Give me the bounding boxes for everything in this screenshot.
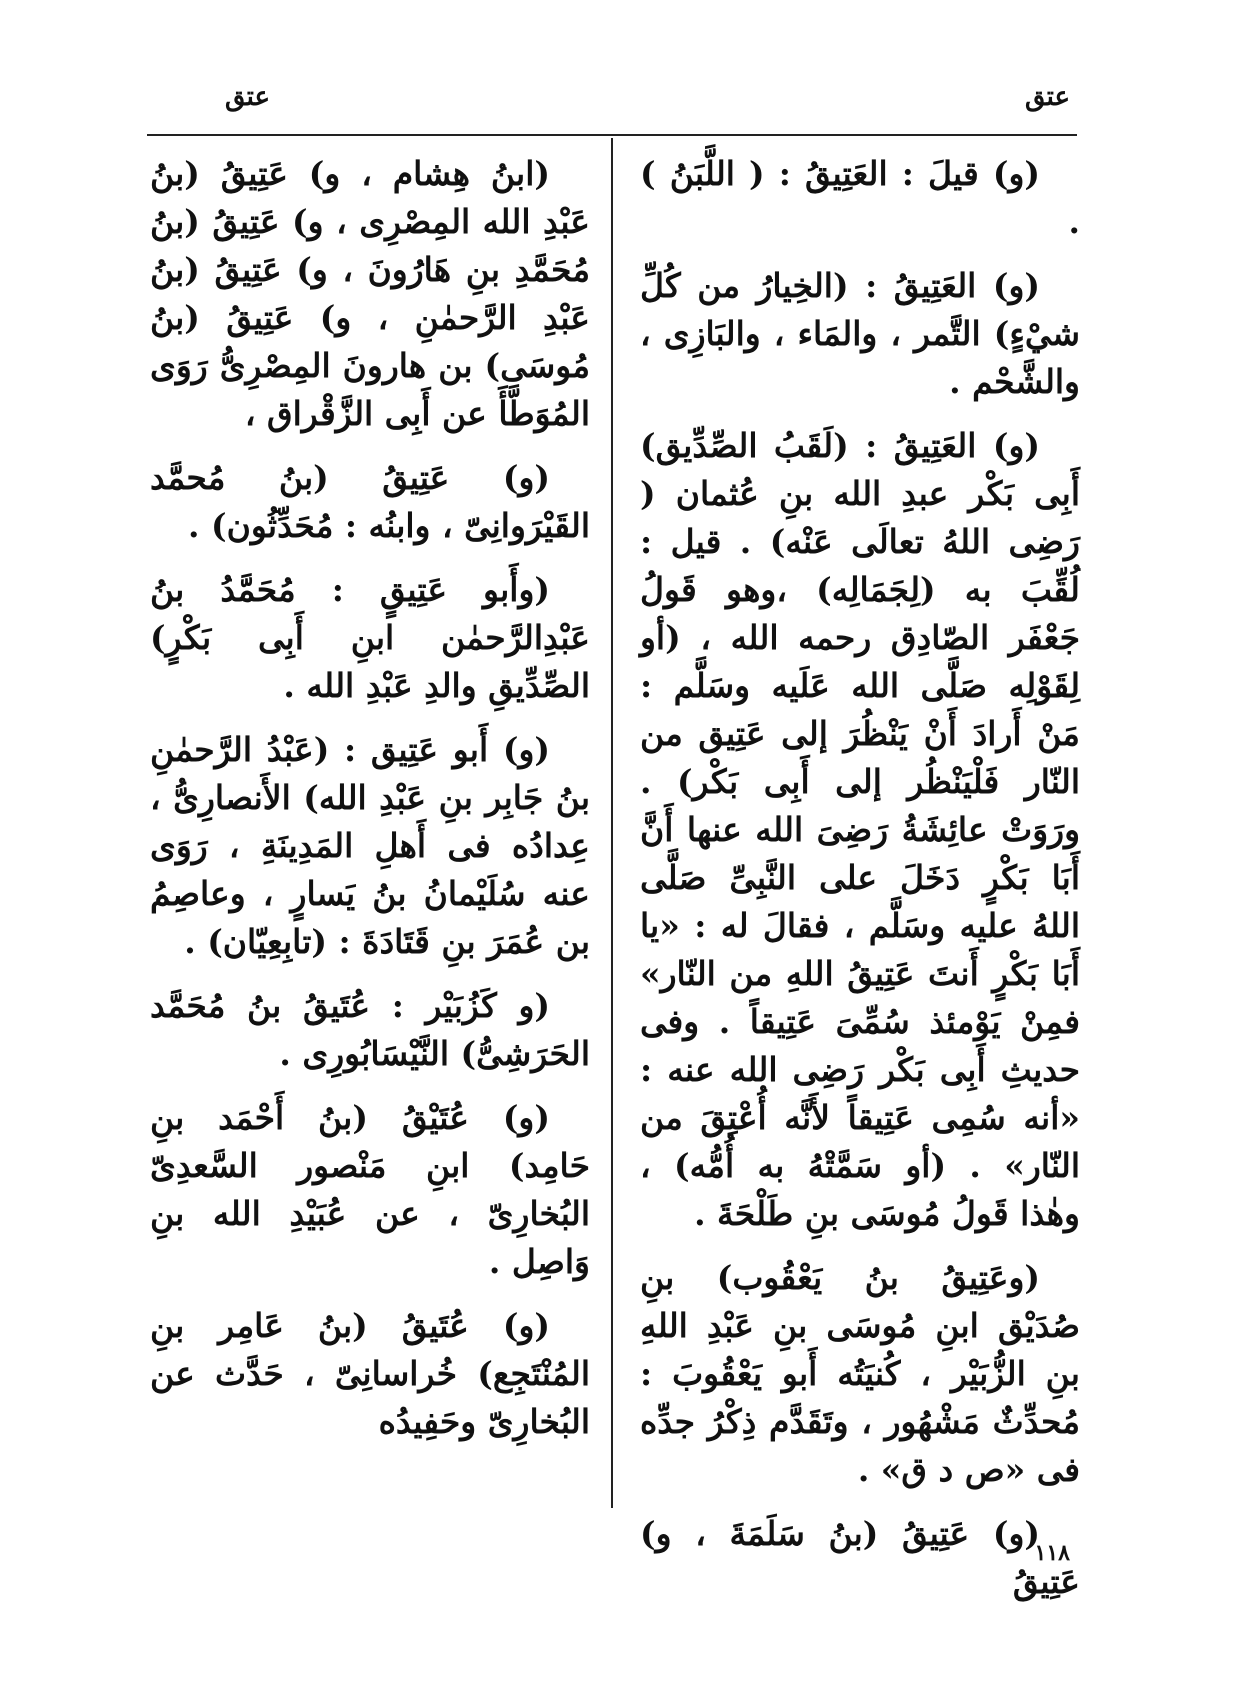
entry-paragraph: (وأَبو عَتِيقٍ : مُحَمَّدُ بنُ عَبْدِالرَّحمٰن ابنِ أَبِى بَكْرٍ) الصِّدِّيقِ والدِ عَبْدِ الله . (150, 570, 590, 705)
right-column (640, 150, 1080, 1622)
entry-paragraph: (و) عُتَيْقُ (بنُ أَحْمَد بنِ حَامِد) ابنِ مَنْصور السَّعدِىّ البُخارِىّ ، عن عُبَيْدِ الله بنِ وَاصِل . (150, 1098, 590, 1281)
left-column (150, 150, 590, 1462)
entry-paragraph: (و) عُتَيقُ (بنُ عَامِر بنِ المُنْتَجِع) خُراسانِىّ ، حَدَّث عن البُخارِىّ وحَفِيدُه (150, 1306, 590, 1441)
entry-paragraph: (و) عَتِيقُ (بنُ سَلَمَةَ ، و) عَتِيقُ (640, 1514, 1080, 1601)
page-number: ١١٨ (1034, 1540, 1070, 1566)
entry-paragraph: (و) أَبو عَتِيق : (عَبْدُ الرَّحمٰنِ بنُ جَابِر بنِ عَبْدِ الله) الأَنصارِىُّ ، عِدادُه فى أَهلِ المَدِينَةِ ، رَوَى عنه سُلَيْمانُ بنُ يَسارٍ ، وعاصِمُ بن عُمَرَ بنِ قَتَادَةَ : (تابِعِيّان) . (150, 730, 590, 961)
entry-paragraph: (و) عَتِيقُ (بنُ مُحمَّد القَيْرَوانِىّ ، وابنُه : مُحَدِّثُون) . (150, 458, 590, 545)
entry-paragraph: (و كَزُبَيْر : عُتَيقُ بنُ مُحَمَّد الحَرَشِىُّ) النَّيْسَابُورِى . (150, 986, 590, 1073)
header-rule (147, 134, 1077, 136)
entry-paragraph: (ابنُ هِشام ، و) عَتِيقُ (بنُ عَبْدِ الله المِصْرِى ، و) عَتِيقُ (بنُ مُحَمَّدِ بنِ هَارُونَ ، و) عَتِيقُ (بنُ عَبْدِ الرَّحمٰنِ ، و) عَتِيقُ (بنُ مُوسَى) بن هارونَ المِصْرِىُّ رَوَى المُوَطَّأَ عن أَبِى الزَّقْراق ، (150, 154, 590, 433)
entry-paragraph: (و) العَتِيقُ : (لَقَبُ الصِّدِّيق) أَبِى بَكْر عبدِ الله بنِ عُثمان ( رَضِى اللهُ تعالَى عَنْه) . قيل : لُقِّبَ به (لِجَمَالِه) ،وهو قَولُ جَعْفَر الصّادِق رحمه الله ، (أو لِقَوْلِه صَلَّى الله عَلَيه وسَلَّم : مَنْ أَرادَ أَنْ يَنْظُرَ إلى عَتِيق من النّار فَلْيَنْظُر إلى أَبِى بَكْر) . ورَوَتْ عائِشَةُ رَضِىَ الله عنها أَنَّ أَبَا بَكْرٍ دَخَلَ على النَّبِىِّ صَلَّى اللهُ عليه وسَلَّم ، فقالَ له : «يا أَبَا بَكْرٍ أَنتَ عَتِيقُ اللهِ من النّار» فمِنْ يَوْمئذ سُمِّىَ عَتِيقاً . وفى حديثِ أَبِى بَكْر رَضِى الله عنه : «أنه سُمِى عَتِيقاً لأَنَّه أُعْتِقَ من النّار» . (أو سَمَّتْهُ به أُمُّه) ، وهٰذا قَولُ مُوسَى بنِ طَلْحَةَ . (640, 426, 1080, 1233)
running-header-left: عتق (224, 82, 270, 112)
entry-paragraph: (و) العَتِيقُ : (الخِيارُ من كُلِّ شيْءٍ) التَّمر ، والمَاء ، والبَازِى ، والشَّحْم . (640, 266, 1080, 401)
entry-paragraph: (و) قيلَ : العَتِيقُ : ( اللَّبَنُ ) . (640, 154, 1080, 241)
column-divider (611, 138, 613, 1508)
running-header-right: عتق (1024, 82, 1070, 112)
entry-paragraph: (وعَتِيقُ بنُ يَعْقُوب) بنِ صُدَيْق ابنِ مُوسَى بنِ عَبْدِ اللهِ بنِ الزُّبَيْر ، كُنيَتُه أَبو يَعْقُوبَ : مُحدِّثٌ مَشْهُور ، وتَقَدَّم ذِكْرُ جدِّه فى «ص د ق» . (640, 1258, 1080, 1489)
